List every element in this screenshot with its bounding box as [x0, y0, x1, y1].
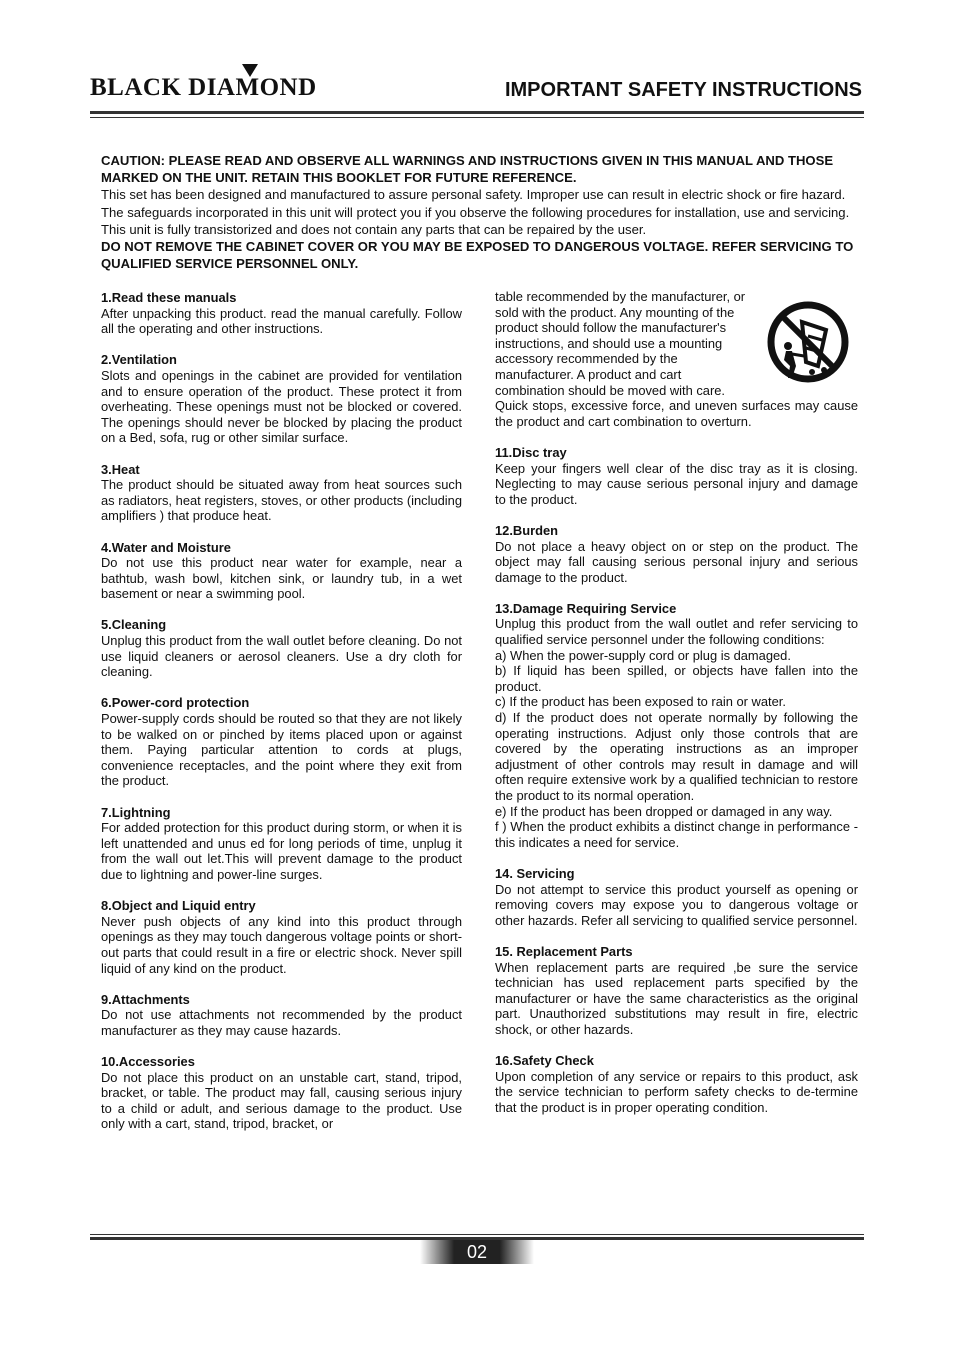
- section-title: 11.Disc tray: [495, 444, 567, 460]
- section-5: [101, 617, 462, 679]
- footer-rule-thin: [90, 1234, 864, 1235]
- list-item: d) If the product does not operate normally by following the operating instructions. Adjust only those controls that are covered by the operating instructions as an improper adjustment of other controls may result in damage and will often require extensive work by a qualified technician to restore the product to its normal operation.: [495, 710, 858, 803]
- section-text: Do not attempt to service this product yourself as opening or removing covers may expose you to dangerous voltage or other hazards. Refer all servicing to qualified service personnel.: [495, 881, 858, 928]
- section-title: 16.Safety Check: [495, 1053, 594, 1069]
- section-10-continued: [495, 289, 858, 429]
- section-6: [101, 695, 462, 789]
- section-title: 4.Water and Moisture: [101, 539, 231, 555]
- warning-text: DO NOT REMOVE THE CABINET COVER OR YOU MAY BE EXPOSED TO DANGEROUS VOLTAGE. REFER SERVICING TO QUALIFIED SERVICE PERSONNEL ONLY.: [101, 239, 854, 272]
- section-3: [101, 462, 462, 524]
- section-10: [101, 1054, 462, 1132]
- page-number: 02: [466, 1242, 488, 1262]
- section-text: Slots and openings in the cabinet are provided for ventilation and to ensure operation of the product. These protect it from overheating. These openings must not be blocked or covered. The openings should never be blocked by placing the product on a Bed, sofa, rug or other similar surface.: [101, 367, 462, 446]
- section-title: 5.Cleaning: [101, 617, 167, 633]
- left-column: [101, 290, 462, 1148]
- list-item: b) If liquid has been spilled, or objects have fallen into the product.: [495, 663, 858, 694]
- section-title: 12.Burden: [495, 522, 559, 538]
- section-15: [495, 944, 858, 1038]
- section-text: Power-supply cords should be routed so that they are not likely to be walked on or pinched by items placed upon or against them. Paying particular attention to cords at plugs, convenience receptacles, and the point where they exit from the product.: [101, 711, 462, 789]
- brand-logo: BLACK DIAMOND: [90, 74, 317, 101]
- section-text: When replacement parts are required ,be sure the service technician has used replacement parts specified by the manufacturer or have the same characteristics as the original part. Unauthorized substitutions may result in fire, electric shock, or other hazards.: [495, 959, 858, 1037]
- list-item: e) If the product has been dropped or damaged in any way.: [495, 803, 833, 819]
- section-text: Keep your fingers well clear of the disc tray as it is closing. Neglecting to may cause serious personal injury and damage to the product.: [495, 460, 858, 507]
- section-title: 2.Ventilation: [101, 352, 177, 368]
- section-text: The product should be situated away from heat sources such as radiators, heat registers, stoves, or other products (including amplifiers ) that produce heat.: [101, 477, 462, 524]
- list-item: a) When the power-supply cord or plug is damaged.: [495, 647, 791, 663]
- section-title: 6.Power-cord protection: [101, 695, 250, 711]
- header-rule-thick: [90, 111, 864, 114]
- section-title: 8.Object and Liquid entry: [101, 898, 256, 914]
- section-7: [101, 805, 462, 883]
- section-title: 3.Heat: [101, 461, 140, 477]
- section-title: 10.Accessories: [101, 1054, 195, 1070]
- section-16: [495, 1053, 858, 1115]
- section-2: [101, 352, 462, 446]
- section-text-cont2: Quick stops, excessive force, and uneven surfaces may cause the product and cart combination to overturn.: [495, 398, 858, 429]
- caution-text: CAUTION: PLEASE READ AND OBSERVE ALL WARNINGS AND INSTRUCTIONS GIVEN IN THIS MANUAL AND THOSE MARKED ON THE UNIT. RETAIN THIS BOOKLET FOR FUTURE REFERENCE.: [101, 153, 834, 186]
- section-13: [495, 601, 858, 851]
- section-title: 1.Read these manuals: [101, 290, 237, 305]
- intro-body: This set has been designed and manufactured to assure personal safety. Improper use can result in electric shock or fire hazard. The safeguards incorporated in this unit will protect you if you observe the following procedures for installation, use and servicing. This unit is fully transistorized and does not contain any parts that can be repaired by the user.: [101, 187, 850, 237]
- section-text: Never push objects of any kind into this product through openings as they may touch dangerous voltage points or short-out parts that could result in a fire or electric shock. Never spill liquid of any kind on the product.: [101, 913, 462, 976]
- section-text: Unplug this product from the wall outlet before cleaning. Do not use liquid cleaners or aerosol cleaners. Use a dry cloth for cleaning.: [101, 633, 462, 680]
- section-title: 13.Damage Requiring Service: [495, 600, 677, 616]
- section-text: For added protection for this product during storm, or when it is left unattended and unus ed for long periods of time, unplug it from the wall out let.This will prevent damage to the product due to lightning and power-line surges.: [101, 820, 462, 882]
- section-text: Do not place this product on an unstable cart, stand, tripod, bracket, or table. The product may fall, causing serious injury to a child or adult, and serious damage to the product. Use only with a cart, stand, tripod, bracket, or: [101, 1069, 462, 1132]
- section-1: [101, 290, 462, 337]
- intro-block: [101, 152, 861, 272]
- section-title: 14. Servicing: [495, 865, 575, 881]
- section-text: After unpacking this product. read the manual carefully. Follow all the operating and other instructions.: [101, 305, 462, 337]
- section-text: Unplug this product from the wall outlet and refer servicing to qualified service personnel under the following conditions:: [495, 616, 858, 648]
- section-title: 15. Replacement Parts: [495, 943, 633, 959]
- section-text: Do not use this product near water for example, near a bathtub, wash bowl, kitchen sink, or laundry tub, in a wet basement or near a swimming pool.: [101, 555, 462, 602]
- section-11: [495, 445, 858, 507]
- section-text-cont: table recommended by the manufacturer, or sold with the product. Any mounting of the product should follow the manufacturer's instructions, and should use a mounting accessory recommended by the manufacturer. A product and cart combination should be moved with care.: [495, 289, 746, 398]
- page-title: IMPORTANT SAFETY INSTRUCTIONS: [504, 79, 862, 101]
- section-8: [101, 898, 462, 976]
- diamond-icon: [242, 64, 258, 77]
- right-column: [495, 289, 858, 1131]
- section-text: Do not place a heavy object on or step on the product. The object may fall causing serious personal injury and serious damage to the product.: [495, 538, 858, 585]
- section-9: [101, 992, 462, 1039]
- section-title: 7.Lightning: [101, 804, 171, 820]
- section-text: Upon completion of any service or repairs to this product, ask the service technician to perform safety checks to de-termine that the product is in proper operating condition.: [495, 1068, 858, 1115]
- section-14: [495, 866, 858, 928]
- list-item: c) If the product has been exposed to rain or water.: [495, 694, 786, 710]
- section-12: [495, 523, 858, 585]
- header-rule-thin: [90, 117, 864, 118]
- section-title: 9.Attachments: [101, 991, 190, 1007]
- section-text: Do not use attachments not recommended by the product manufacturer as they may cause hazards.: [101, 1007, 462, 1038]
- section-4: [101, 540, 462, 602]
- list-item: f ) When the product exhibits a distinct change in performance - this indicates a need for service.: [495, 819, 858, 850]
